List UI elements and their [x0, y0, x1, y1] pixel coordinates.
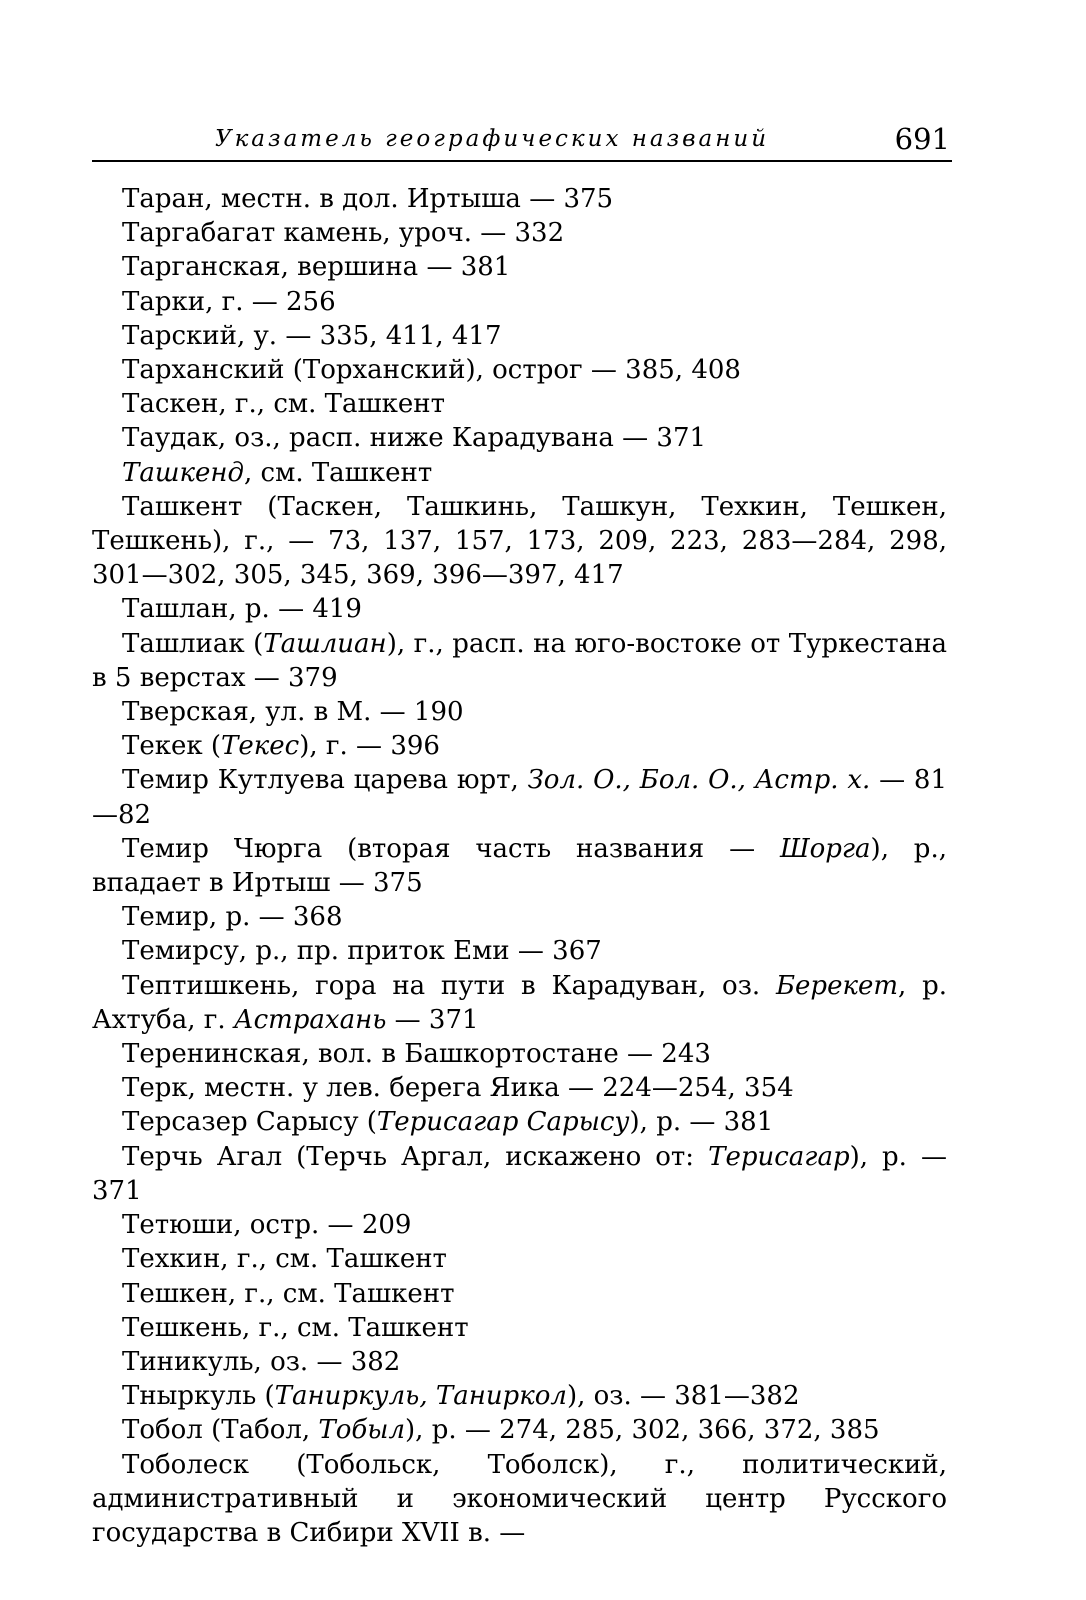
- index-entry: Текек (Текес), г. — 396: [122, 731, 440, 762]
- index-entry: Тетюши, остр. — 209: [122, 1210, 412, 1241]
- index-entry: Тверская, ул. в М. — 190: [122, 697, 464, 728]
- index-entry: Тиникуль, оз. — 382: [122, 1346, 401, 1377]
- index-entry: Тарский, у. — 335, 411, 417: [122, 320, 502, 351]
- index-entry: Таргабагат камень, уроч. — 332: [122, 218, 565, 249]
- index-entry: Темир Кутлуева царева юрт, Зол. О., Бол. О., Астр. х. — 81—82: [92, 765, 947, 830]
- index-entry: Таскен, г., см. Ташкент: [122, 389, 445, 420]
- index-entry: Тобол (Табол, Тобыл), р. — 274, 285, 302, 366, 372, 385: [122, 1415, 880, 1446]
- running-header: [92, 120, 952, 162]
- index-entry: Ташлан, р. — 419: [122, 594, 362, 625]
- index-entry: Ташкенд, см. Ташкент: [122, 457, 433, 488]
- index-entry: Тептишкень, гора на пути в Карадуван, оз. Берекет, р. Ахтуба, г. Астрахань — 371: [92, 970, 947, 1035]
- index-entry: Ташлиак (Ташлиан), г., расп. на юго-востоке от Туркестана в 5 верстах — 379: [92, 628, 947, 693]
- index-entry: Тныркуль (Таниркуль, Таниркол), оз. — 381—382: [122, 1381, 800, 1412]
- index-entry: Терсазер Сарысу (Терисагар Сарысу), р. — 381: [122, 1107, 774, 1138]
- index-entry: Тарханский (Торханский), острог — 385, 408: [122, 355, 741, 386]
- index-entry: Техкин, г., см. Ташкент: [122, 1244, 447, 1275]
- header-title: Указатель географических названий: [214, 126, 770, 152]
- index-entries: [92, 182, 947, 1550]
- index-entry: Таран, местн. в дол. Иртыша — 375: [122, 184, 614, 214]
- index-entry: Терчь Агал (Терчь Аргал, искажено от: Терисагар), р. — 371: [92, 1141, 947, 1206]
- index-entry: Тарки, г. — 256: [122, 286, 336, 317]
- index-entry: Таудак, оз., расп. ниже Карадувана — 371: [122, 423, 707, 454]
- index-entry: Тешкень, г., см. Ташкент: [122, 1312, 469, 1343]
- index-entry: Теренинская, вол. в Башкортостане — 243: [122, 1039, 711, 1070]
- index-entry: Тоболеск (Тобольск, Тоболск), г., политический, административный и экономический центр Русского государства в Сибири XVII в. —: [92, 1449, 947, 1548]
- index-entry: Темир, р. — 368: [122, 902, 343, 933]
- index-entry: Терк, местн. у лев. берега Яика — 224—254, 354: [122, 1073, 794, 1104]
- page-number: 691: [894, 122, 950, 156]
- index-entry: Ташкент (Таскен, Ташкинь, Ташкун, Техкин, Тешкен, Тешкень), г., — 73, 137, 157, 173, 209, 223, 283—284, 298, 301—302, 305, 345, 369, 396—397, 417: [92, 491, 947, 591]
- index-entry: Тарганская, вершина — 381: [122, 252, 511, 283]
- index-entry: Тешкен, г., см. Ташкент: [122, 1278, 455, 1309]
- index-entry: Темир Чюрга (вторая часть названия — Шорга), р., впадает в Иртыш — 375: [92, 833, 947, 899]
- index-entry: Темирсу, р., пр. приток Еми — 367: [122, 936, 602, 967]
